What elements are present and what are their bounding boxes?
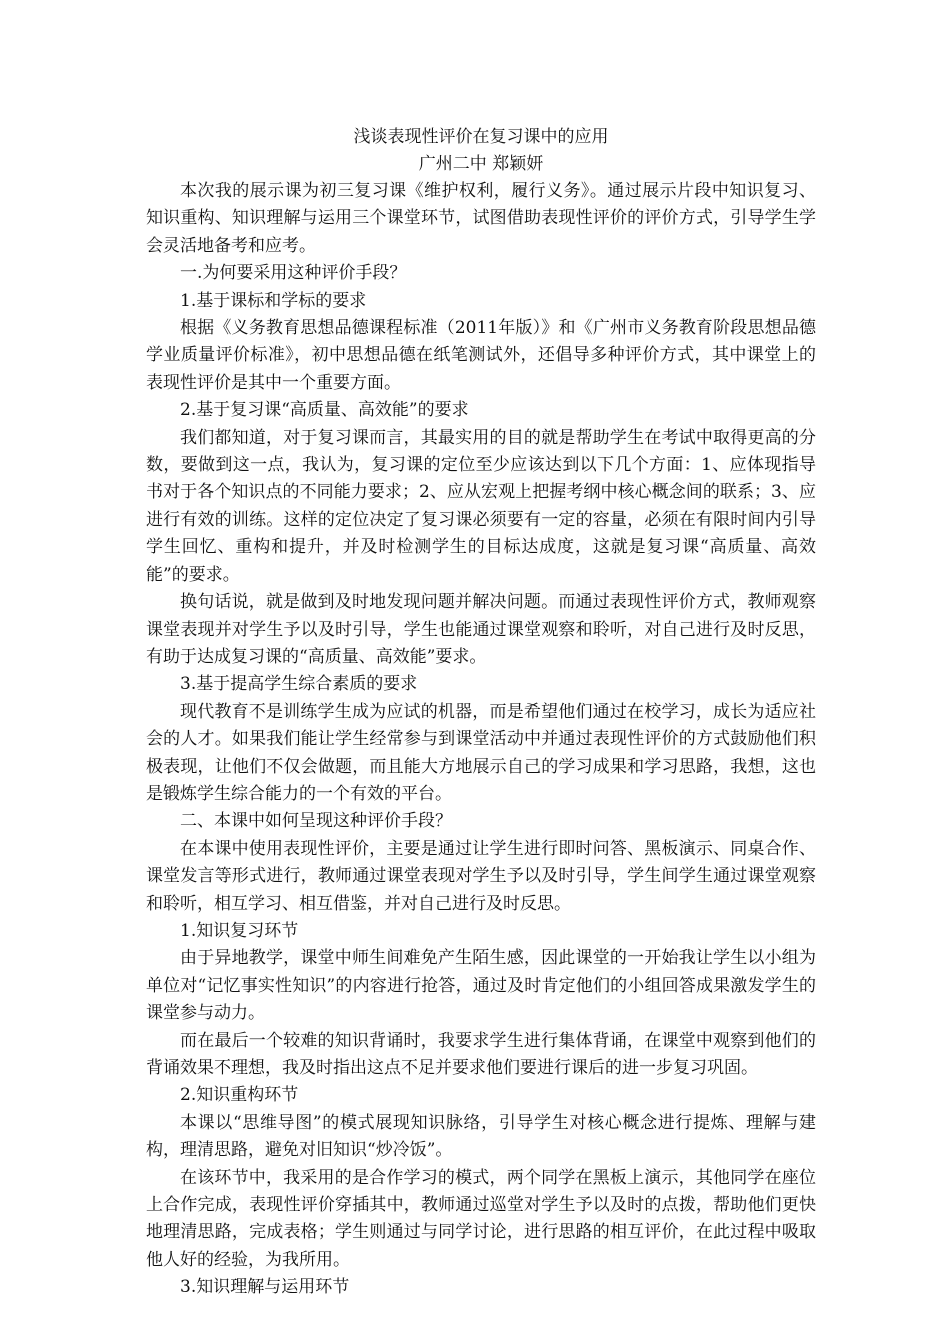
- paragraph-in-other-words: 换句话说，就是做到及时地发现问题并解决问题。而通过表现性评价方式，教师观察课堂表现并对学生予以及时引导，学生也能通过课堂观察和聆听，对自己进行及时反思，有助于达成复习课的“高质量、高效能”要求。: [146, 592, 816, 667]
- document-title: 浅谈表现性评价在复习课中的应用: [353, 127, 609, 147]
- paragraph-intro: 本次我的展示课为初三复习课《维护权利，履行义务》。通过展示片段中知识复习、知识重构、知识理解与运用三个课堂环节，试图借助表现性评价的评价方式，引导学生学会灵活地备考和应考。: [146, 181, 816, 256]
- paragraph-modern-education: 现代教育不是训练学生成为应试的机器，而是希望他们通过在校学习，成长为适应社会的人才。如果我们能让学生经常参与到课堂活动中并通过表现性评价的方式鼓励他们积极表现，让他们不仅会做题，而且能大方地展示自己的学习成果和学习思路，我想，这也是锻炼学生综合能力的一个有效的平台。: [146, 701, 816, 804]
- subsection-heading-2-1: 1.知识复习环节: [180, 920, 299, 941]
- section-heading-2: 二、本课中如何呈现这种评价手段？: [180, 811, 452, 832]
- paragraph-evaluation-forms: 在本课中使用表现性评价，主要是通过让学生进行即时问答、黑板演示、同桌合作、课堂发言等形式进行，教师通过课堂表现对学生予以及时引导，学生间学生通过课堂观察和聆听，相互学习、相互借鉴，并对自己进行及时反思。: [146, 838, 816, 914]
- paragraph-review-purpose: 我们都知道，对于复习课而言，其最实用的目的就是帮助学生在考试中取得更高的分数，要做到这一点，我认为，复习课的定位至少应该达到以下几个方面：1、应体现指导书对于各个知识点的不同能力要求；2、应从宏观上把握考纲中核心概念间的联系；3、应进行有效的训练。这样的定位决定了复习课必须要有一定的容量，必须在有限时间内引导学生回忆、重构和提升，并及时检测学生的目标达成度，这就是复习课“高质量、高效能”的要求。: [146, 427, 816, 585]
- paragraph-knowledge-review-1: 由于异地教学，课堂中师生间难免产生陌生感，因此课堂的一开始我让学生以小组为单位对“记忆事实性知识”的内容进行抢答，通过及时肯定他们的小组回答成果激发学生的课堂参与动力。: [146, 948, 816, 1024]
- subsection-heading-1-1: 1.基于课标和学标的要求: [180, 290, 367, 311]
- subsection-heading-2-2: 2.知识重构环节: [180, 1085, 299, 1106]
- paragraph-knowledge-review-2: 而在最后一个较难的知识背诵时，我要求学生进行集体背诵，在课堂中观察到他们的背诵效果不理想，我及时指出这点不足并要求他们要进行课后的进一步复习巩固。: [146, 1030, 816, 1078]
- subsection-heading-1-3: 3.基于提高学生综合素质的要求: [180, 674, 418, 695]
- section-heading-1: 一.为何要采用这种评价手段？: [180, 263, 407, 284]
- document-author: 广州二中 郑颖妍: [418, 154, 544, 174]
- paragraph-mind-map: 本课以“思维导图”的模式展现知识脉络，引导学生对核心概念进行提炼、理解与建构，理清思路，避免对旧知识“炒冷饭”。: [146, 1112, 816, 1161]
- document-page: [146, 124, 816, 1302]
- paragraph-curriculum-standard: 根据《义务教育思想品德课程标准（2011年版）》和《广州市义务教育阶段思想品德学业质量评价标准》，初中思想品德在纸笔测试外，还倡导多种评价方式，其中课堂上的表现性评价是其中一个重要方面。: [146, 318, 816, 393]
- paragraph-cooperative-learning: 在该环节中，我采用的是合作学习的模式，两个同学在黑板上演示，其他同学在座位上合作完成，表现性评价穿插其中，教师通过巡堂对学生予以及时的点拨，帮助他们更快地理清思路，完成表格；学生则通过与同学讨论，进行思路的相互评价，在此过程中吸取他人好的经验，为我所用。: [146, 1167, 816, 1270]
- subsection-heading-2-3: 3.知识理解与运用环节: [180, 1277, 350, 1298]
- subsection-heading-1-2: 2.基于复习课“高质量、高效能”的要求: [180, 400, 469, 421]
